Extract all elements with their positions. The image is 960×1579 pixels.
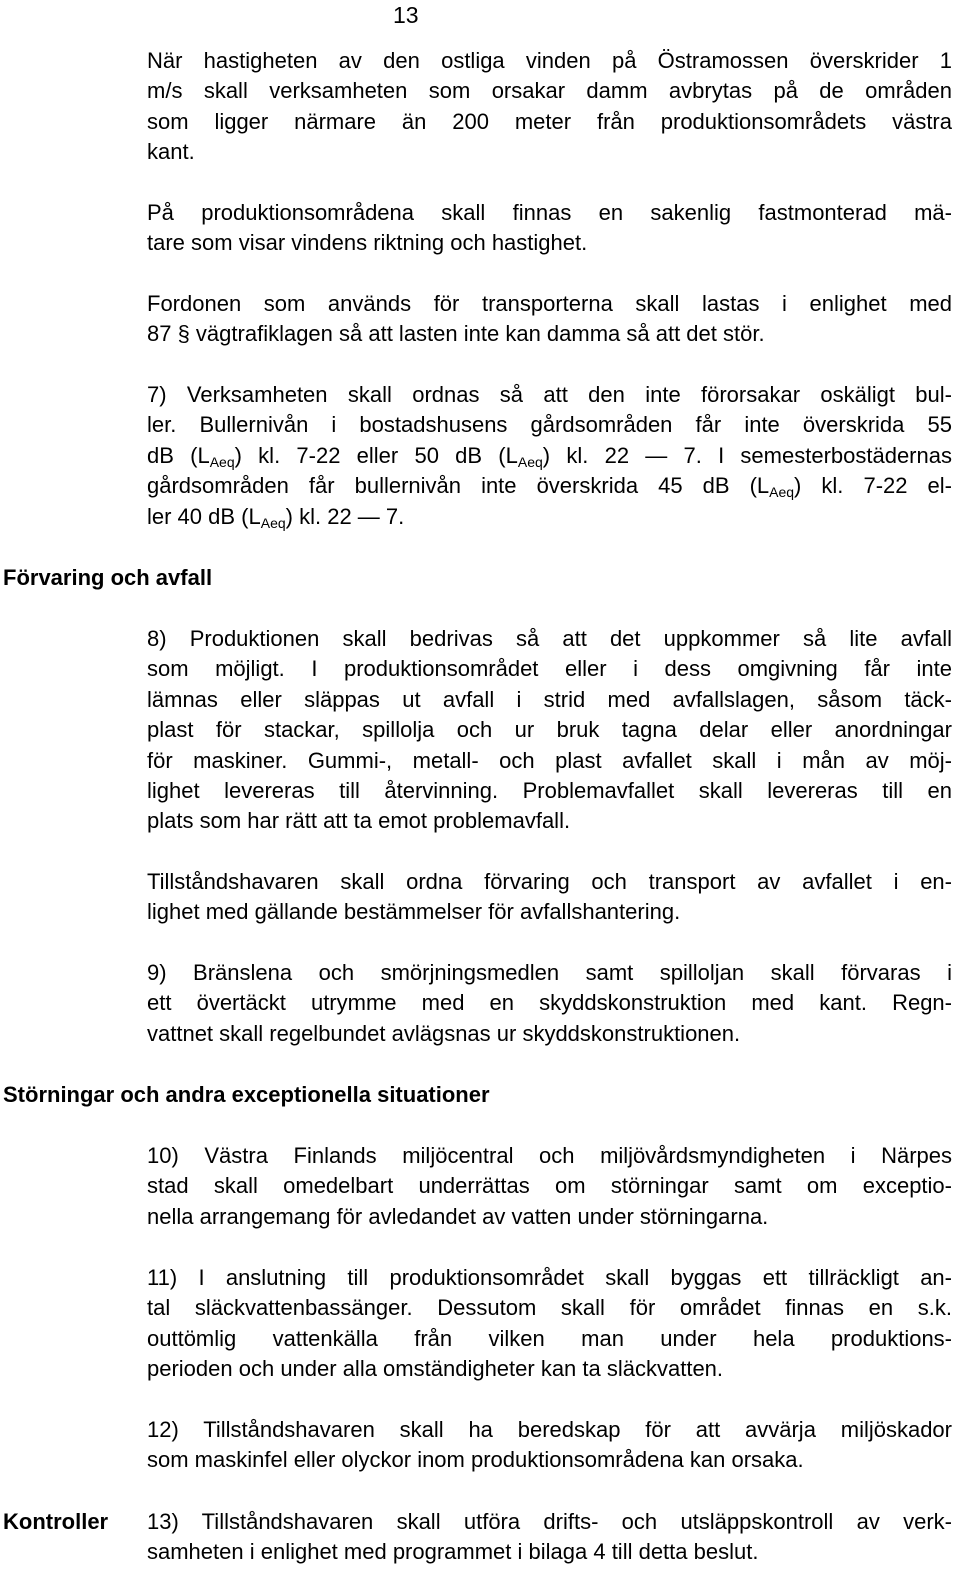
text-line: nella arrangemang för avledandet av vatten under störningarna. [147,1203,769,1229]
subscript: Aeq [260,514,286,531]
section-heading-controls: Kontroller [3,1509,109,1534]
paragraph-fire-water [147,1263,952,1385]
text-line: lighet levereras till återvinning. Problemavfallet skall levereras till en [147,778,952,804]
text-line: 11) I anslutning till produktionsområdet skall byggas ett tillräckligt an- [147,1265,952,1290]
text-line: ler. Bullernivån i bostadshusens gårdsområden får inte överskrida 55 [147,412,952,438]
text-line: På produktionsområdena skall finnas en sakenlig fastmonterad mä- [147,200,952,225]
paragraph-preparedness [147,1415,952,1476]
text-line: kant. [147,139,195,165]
paragraph-noise [147,380,952,532]
text-line: Tillståndshavaren skall ordna förvaring och transport av avfallet i en- [147,869,952,894]
text-line: ett övertäckt utrymme med en skyddskonstruktion med kant. Regn- [147,990,952,1016]
text-line: 12) Tillståndshavaren skall ha beredskap för att avvärja miljöskador [147,1417,952,1442]
text-segment: ) kl. 22 — 7. [285,503,405,529]
paragraph-notification [147,1141,952,1232]
text-line: 87 § vägtrafiklagen så att lasten inte kan damma så att det stör. [147,321,765,347]
text-line: 9) Bränslena och smörjningsmedlen samt spilloljan skall förvaras i [147,960,952,985]
text-line: som maskinfel eller olyckor inom produktionsområdena kan orsaka. [147,1447,804,1473]
text-line: När hastigheten av den ostliga vinden på Östramossen överskrider 1 [147,48,952,73]
paragraph-waste-production [147,624,952,837]
paragraph-fuel-storage [147,958,952,1049]
text-line: lighet med gällande bestämmelser för avfallshantering. [147,899,681,925]
subscript: Aeq [209,453,235,470]
paragraph-wind-speed [147,46,952,168]
paragraph-wind-meter [147,198,952,259]
text-segment: ) kl. 7-22 el- [794,473,952,499]
text-segment: dB (L [147,442,210,468]
text-line [147,502,952,532]
section-heading-disturbances: Störningar och andra exceptionella situationer [3,1082,490,1107]
paragraph-vehicles [147,289,952,350]
text-line [147,471,952,501]
text-line: för maskiner. Gummi-, metall- och plast avfallet skall i mån av möj- [147,747,952,773]
text-line [147,441,952,471]
text-line: vattnet skall regelbundet avlägsnas ur skyddskonstruktionen. [147,1020,741,1046]
subscript: Aeq [517,453,543,470]
text-line: som möjligt. I produktionsområdet eller i dess omgivning får inte [147,656,952,682]
text-line: tare som visar vindens riktning och hastighet. [147,230,588,256]
text-segment: ler 40 dB (L [147,503,261,529]
text-line: som ligger närmare än 200 meter från produktionsområdets västra [147,108,952,134]
text-line: m/s skall verksamheten som orsakar damm avbrytas på de områden [147,78,952,104]
text-line: 8) Produktionen skall bedrivas så att det uppkommer så lite avfall [147,626,952,651]
text-segment: ) kl. 22 — 7. I semesterbostädernas [542,442,952,468]
subscript: Aeq [769,484,795,501]
text-line: tal släckvattenbassänger. Dessutom skall för området finnas en s.k. [147,1295,952,1321]
text-segment: ) kl. 7-22 eller 50 dB (L [234,442,518,468]
text-line: lämnas eller släppas ut avfall i strid med avfallslagen, såsom täck- [147,686,952,712]
text-segment: gårdsområden får bullernivån inte överskrida 45 dB (L [147,473,770,499]
text-line: stad skall omedelbart underrättas om störningar samt om exceptio- [147,1173,952,1199]
text-line: plast för stackar, spillolja och ur bruk tagna delar eller anordningar [147,717,952,743]
page-number: 13 [393,2,419,28]
text-line: 7) Verksamheten skall ordnas så att den inte förorsakar oskäligt bul- [147,382,952,407]
text-line: perioden och under alla omständigheter kan ta släckvatten. [147,1356,724,1382]
text-line: plats som har rätt att ta emot problemavfall. [147,808,571,834]
text-line: outtömlig vattenkälla från vilken man under hela produktions- [147,1325,952,1351]
text-line: Fordonen som används för transporterna skall lastas i enlighet med [147,291,952,316]
text-line: 13) Tillståndshavaren skall utföra drifts- och utsläppskontroll av verk- [147,1509,952,1534]
paragraph-waste-transport [147,867,952,928]
paragraph-monitoring [147,1507,952,1568]
text-line: samheten i enlighet med programmet i bilaga 4 till detta beslut. [147,1539,759,1565]
text-line: 10) Västra Finlands miljöcentral och miljövårdsmyndigheten i Närpes [147,1143,952,1168]
section-heading-storage-waste: Förvaring och avfall [3,565,213,590]
